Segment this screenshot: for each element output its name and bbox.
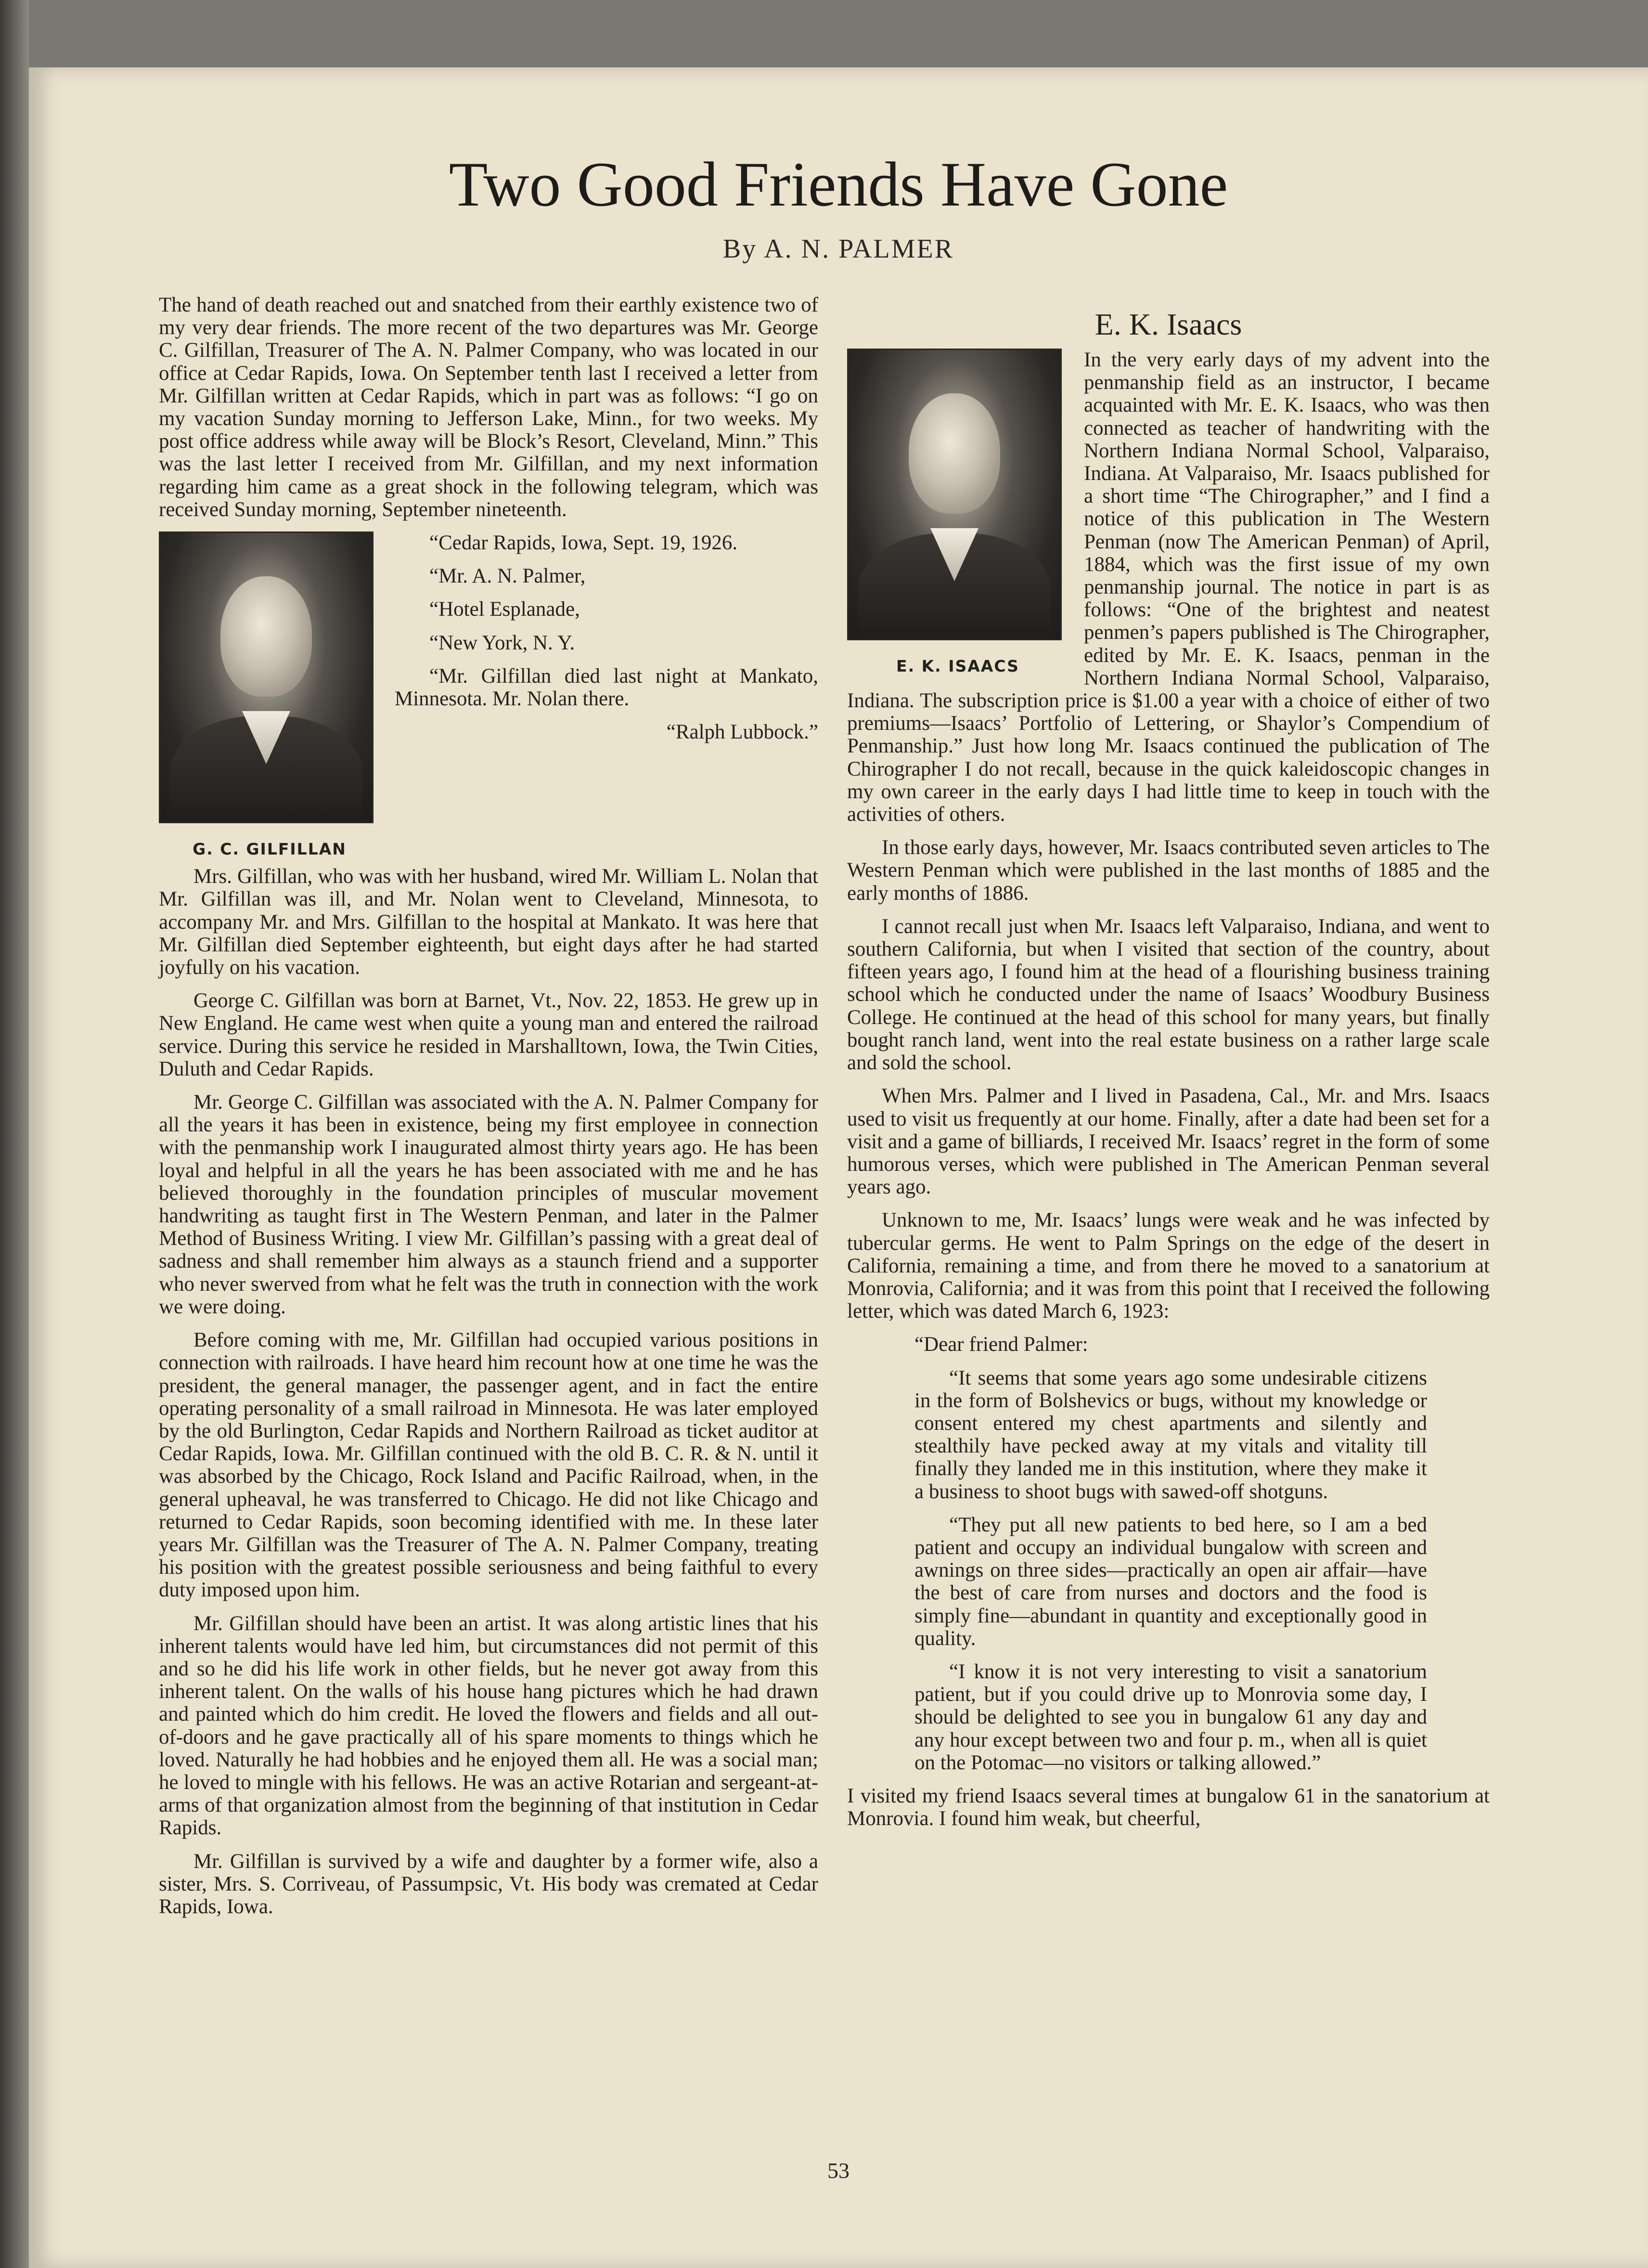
magazine-page [29,67,1648,2268]
article-title: Two Good Friends Have Gone [449,149,1228,220]
scan-edge [0,0,29,2268]
letter-salutation: “Dear friend Palmer: [914,1333,1088,1356]
isaacs-portrait [847,349,1062,640]
paragraph: Mr. George C. Gilfillan was associated with the A. N. Palmer Company for all the years it has been in existence, being my first employee in connection with the penmanship work I inaugurated almost thirty years ago. He has been loyal and helpful in all the years he has been associated with me and he has believed thoroughly in the foundation principles of muscular movement handwriting as taught first in The Western Penman, and later in the Palmer Method of Business Writing. I view Mr. Gilfillan’s passing with a great deal of sadness and shall remember him always as a staunch friend and a supporter who never swerved from what he felt was the truth in connection with the work we were doing. [159,1091,818,1318]
gilfillan-portrait [159,531,373,823]
isaacs-photo-figure [847,349,1069,677]
paragraph: Mr. Gilfillan should have been an artist. It was along artistic lines that his inherent talents would have led him, but circumstances did not permit of this and so he did his life work in other fields, but he never got away from this inherent talent. On the walls of his house hang pictures which he had drawn and painted which do him credit. He loved the flowers and fields and all out-of-doors and he gave practically all of his spare moments to things which he loved. Naturally he had hobbies and he enjoyed them all. He was a social man; he loved to mingle with his fellows. He was an active Rotarian and sergeant-at-arms of that organization almost from the beginning of that institution in Cedar Rapids. [159,1612,818,1840]
gilfillan-intro: The hand of death reached out and snatched from their earthly existence two of my very dear friends. The more recent of the two departures was Mr. George C. Gilfillan, Treasurer of The A. N. Palmer Company, who was located in our office at Cedar Rapids, Iowa. On September tenth last I received a letter from Mr. Gilfillan written at Cedar Rapids, which in part was as follows: “I go on my vacation Sunday morning to Jefferson Lake, Minn., for two weeks. My post office address while away will be Block’s Resort, Cleveland, Minn.” This was the last letter I received from Mr. Gilfillan, and my next information regarding him came as a great shock in the following telegram, which was received Sunday morning, September nineteenth. [159,294,818,521]
telegram-line: “Mr. A. N. Palmer, [429,565,586,588]
letter-paragraph: “I know it is not very interesting to visit a sanatorium patient, but if you could drive up to Monrovia some day, I should be delighted to see you in bungalow 61 any day and any hour except between two and four p. m., when all is quiet on the Potomac—no visitors or talking allowed.” [914,1660,1427,1774]
isaacs-letter [914,1333,1427,1774]
article-byline: By A. N. PALMER [722,234,954,264]
isaacs-heading: E. K. Isaacs [1094,307,1242,341]
closing-paragraph: I visited my friend Isaacs several times at bungalow 61 in the sanatorium at Monrovia. I found him weak, but cheerful, [847,1784,1490,1830]
paragraph: Before coming with me, Mr. Gilfillan had occupied various positions in connection with railroads. I have heard him recount how at one time he was the president, the general manager, the passenger agent, and in fact the entire operating personality of a small railroad in Minnesota. He was later employed by the old Burlington, Cedar Rapids and Northern Railroad as ticket auditor at Cedar Rapids, Iowa. Mr. Gilfillan continued with the old B. C. R. & N. until it was absorbed by the Chicago, Rock Island and Pacific Railroad, when, in the general upheaval, he was transferred to Chicago. He did not like Chicago and returned to Cedar Rapids, soon becoming identified with me. In these later years Mr. Gilfillan was the Treasurer of The A. N. Palmer Company, treating his position with the greatest possible seriousness and being faithful to every duty imposed upon him. [159,1329,818,1602]
paragraph: Mr. Gilfillan is survived by a wife and daughter by a former wife, also a sister, Mrs. S. Corriveau, of Passumpsic, Vt. His body was cremated at Cedar Rapids, Iowa. [159,1850,818,1918]
letter-paragraph: “It seems that some years ago some undesirable citizens in the form of Bolshevics or bugs, without my knowledge or consent entered my chest apartments and silently and stealthily have pecked away at my vitals and vitality till finally they landed me in this institution, where they make it a business to shoot bugs with sawed-off shotguns. [914,1366,1427,1503]
paragraph: Mrs. Gilfillan, who was with her husband, wired Mr. William L. Nolan that Mr. Gilfillan was ill, and Mr. Nolan went to Cleveland, Minnesota, to accompany Mr. and Mrs. Gilfillan to the hospital at Mankato. It was here that Mr. Gilfillan died September eighteenth, but eight days after he had started joyfully on his vacation. [159,865,818,979]
telegram-line: “New York, N. Y. [429,631,575,654]
gilfillan-photo-caption: G. C. GILFILLAN [193,840,347,859]
paragraph: When Mrs. Palmer and I lived in Pasadena, Cal., Mr. and Mrs. Isaacs used to visit us frequently at our home. Finally, after a date had been set for a visit and a game of billiards, I received Mr. Isaacs’ regret in the form of some humorous verses, which were published in The American Penman several years ago. [847,1085,1490,1199]
paragraph: I cannot recall just when Mr. Isaacs left Valparaiso, Indiana, and went to southern California, but when I visited that section of the country, about fifteen years ago, I found him at the head of a flourishing business training school which he conducted under the name of Isaacs’ Woodbury Business College. He continued at the head of this school for many years, but finally bought ranch land, went into the real estate business on a rather large scale and sold the school. [847,915,1490,1075]
left-column [159,294,818,1929]
telegram-line: “Mr. Gilfillan died last night at Mankato, Minnesota. Mr. Nolan there. [395,664,818,711]
isaacs-photo-caption: E. K. ISAACS [896,657,1019,675]
gilfillan-photo-figure [159,531,380,860]
telegram-line: “Cedar Rapids, Iowa, Sept. 19, 1926. [429,531,738,555]
letter-paragraph: “They put all new patients to bed here, so I am a bed patient and occupy an individual bungalow with screen and awnings on three sides—practically an open air affair—have the best of care from nurses and doctors and the food is simply fine—abundant in quantity and exceptionally good in quality. [914,1513,1427,1650]
right-column [818,294,1490,1840]
paragraph: Unknown to me, Mr. Isaacs’ lungs were weak and he was infected by tubercular germs. He went to Palm Springs on the edge of the desert in California, remaining a time, and from there he moved to a sanatorium at Monrovia, California; and it was from this point that I received the following letter, which was dated March 6, 1923: [847,1209,1490,1323]
isaacs-intro-a [847,349,1490,826]
telegram-line: “Hotel Esplanade, [429,598,580,621]
telegram-signature: “Ralph Lubbock.” [666,721,818,744]
isaacs-intro: In the very early days of my advent into the penmanship field as an instructor, I became acquainted with Mr. E. K. Isaacs, who was then connected as teacher of handwriting with the Northern Indiana Normal School, Valparaiso, Indiana. At Valparaiso, Mr. Isaacs published for a short time “The Chirographer,” and I find a notice of this publication in The Western Penman (now The American Penman) of April, 1884, which was the first issue of my own penmanship journal. The notice in part is as follows: “One of the brightest and neatest penmen’s papers published is The Chirographer, edited by Mr. E. K. Isaacs, penman in the Northern Indiana Normal School, Valparaiso, Indiana. The subscription price is $1.00 a year with a choice of either of two premiums—Isaacs’ Portfolio of Lettering, or Shaylor’s Compendium of Penmanship.” Just how long Mr. Isaacs continued the publication of The Chirographer I do not recall, because in the quick kaleidoscopic changes in my own career in the early days I had little time to keep in touch with the activities of others. [847,349,1490,826]
paragraph: George C. Gilfillan was born at Barnet, Vt., Nov. 22, 1853. He grew up in New England. He came west when quite a young man and entered the railroad service. During this service he resided in Marshalltown, Iowa, the Twin Cities, Duluth and Cedar Rapids. [159,989,818,1080]
page-number: 53 [827,2158,850,2183]
paragraph: In those early days, however, Mr. Isaacs contributed seven articles to The Western Penman which were published in the last months of 1885 and the early months of 1886. [847,836,1490,905]
